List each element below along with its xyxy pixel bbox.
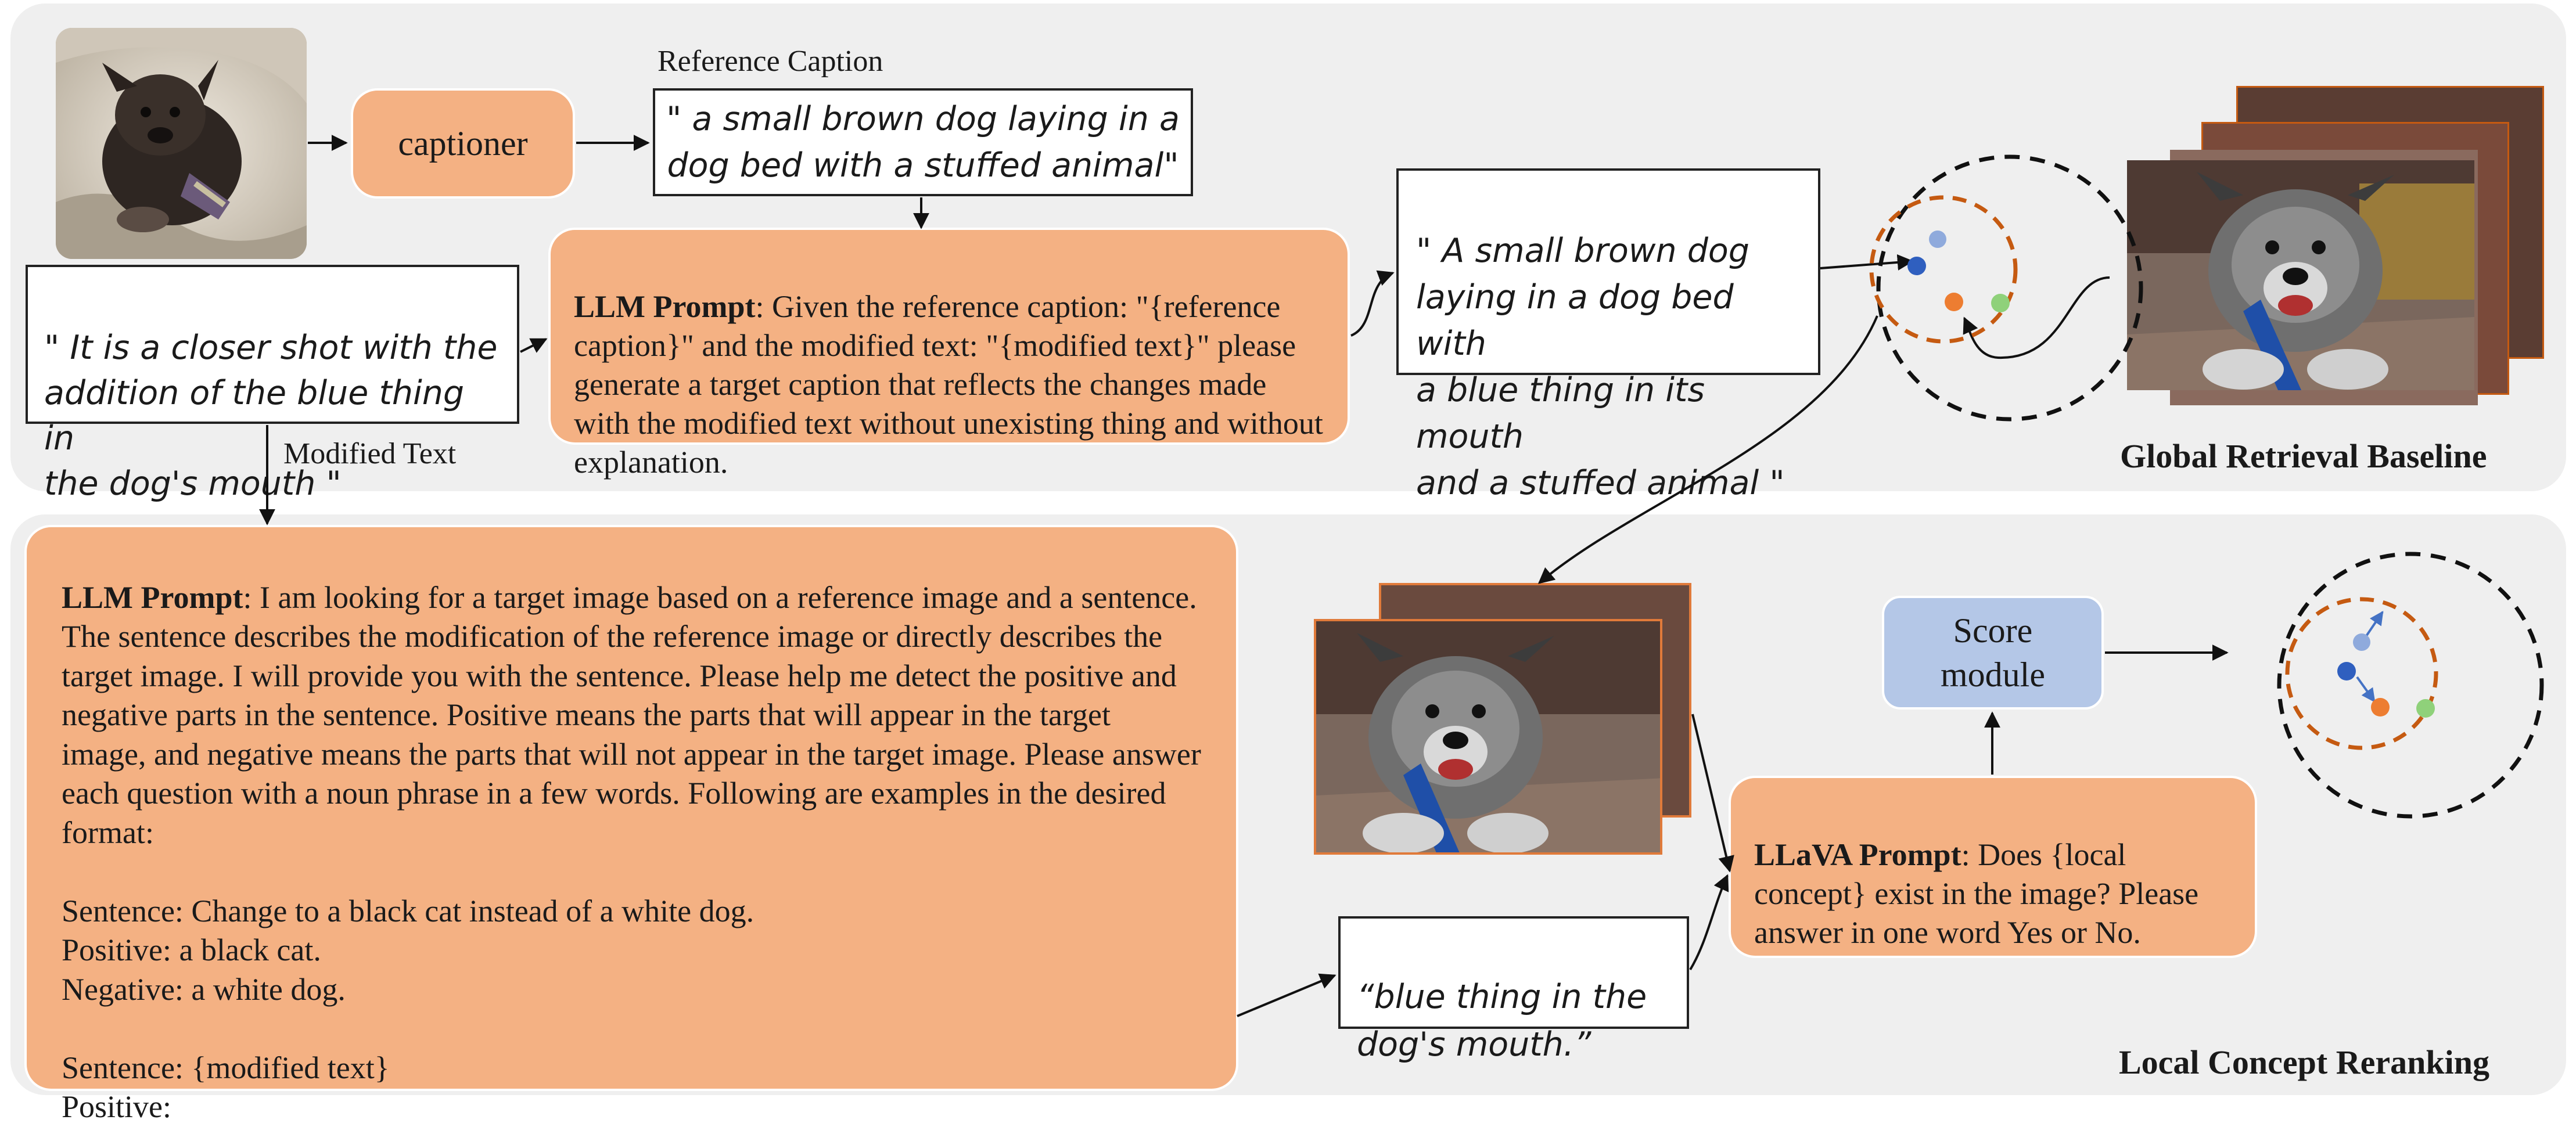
bottom-point-light-blue	[2353, 633, 2370, 651]
concept-llm-prompt-title: LLM Prompt	[62, 579, 243, 615]
reference-caption-label: Reference Caption	[658, 45, 883, 78]
caption-llm-prompt-body: : Given the reference caption: "{reference caption}" and the modified text: "{modified text}" please generate a target caption that reflects the changes made with the modified text without unexisting thing and without explanation.	[574, 289, 1323, 480]
arrow-concept-to-llava	[1690, 876, 1727, 970]
arrow-modified-to-prompt	[520, 339, 546, 352]
arrow-prompt-to-target	[1351, 273, 1393, 336]
captioner-label: captioner	[398, 124, 528, 163]
bottom-point-dark-blue	[2337, 662, 2356, 680]
bottom-space-outer-boundary	[2279, 554, 2542, 816]
arrow-bottom-prompt-to-concept	[1237, 975, 1335, 1016]
llava-prompt-title: LLaVA Prompt	[1754, 837, 1961, 872]
modified-text-quote: " It is a closer shot with the addition of the blue thing in the dog's mouth "	[44, 329, 498, 503]
llava-prompt-body: : Does {local concept} exist in the image? Please answer in one word Yes or No.	[1754, 837, 2199, 950]
global-retrieval-title: Global Retrieval Baseline	[2120, 437, 2487, 475]
local-reranking-title: Local Concept Reranking	[2119, 1043, 2489, 1081]
caption-llm-prompt-title: LLM Prompt	[574, 289, 756, 324]
arrow-space-to-candidates	[1539, 316, 1877, 583]
reference-caption-text: " a small brown dog laying in a dog bed with a stuffed animal"	[666, 100, 1180, 185]
top-point-green	[1991, 294, 2010, 312]
top-space-outer-boundary	[1878, 157, 2141, 419]
bottom-point-green	[2416, 699, 2435, 718]
top-point-dark-blue	[1907, 257, 1926, 275]
bottom-space-inner-boundary	[2287, 599, 2436, 748]
score-module-label: Score module	[1941, 611, 2045, 694]
rerank-move-down	[2357, 677, 2374, 701]
top-space-inner-boundary	[1871, 197, 2015, 341]
top-point-orange	[1945, 293, 1963, 311]
modified-text-label: Modified Text	[283, 437, 457, 470]
arrow-gallery-to-space	[1964, 278, 2110, 358]
concept-llm-prompt-body: : I am looking for a target image based on a reference image and a sentence. The sentence describes the modification of the reference image or directly describes the target image. I will provide you with the sentence. Please help me detect the positive and negative parts in the sentence. Positive means the parts that will appear in the target image, and negative means the parts that will not appear in the target image. Please answer each question with a noun phrase in a few words. Following are examples in the desired format: Sentence: Change to a black cat instead of a white dog. Positive: a black cat. Negative: a white dog. Sentence: {modified text} Positive:	[62, 579, 1201, 1124]
arrow-target-to-space	[1820, 261, 1912, 268]
top-point-light-blue	[1929, 231, 1946, 248]
arrow-candidates-to-llava	[1693, 714, 1730, 871]
bottom-point-orange	[2371, 698, 2390, 716]
target-caption-text: " A small brown dog laying in a dog bed with a blue thing in its mouth and a stuffed animal "	[1416, 232, 1785, 502]
local-concept-quote: “blue thing in the dog's mouth.”	[1357, 978, 1647, 1064]
